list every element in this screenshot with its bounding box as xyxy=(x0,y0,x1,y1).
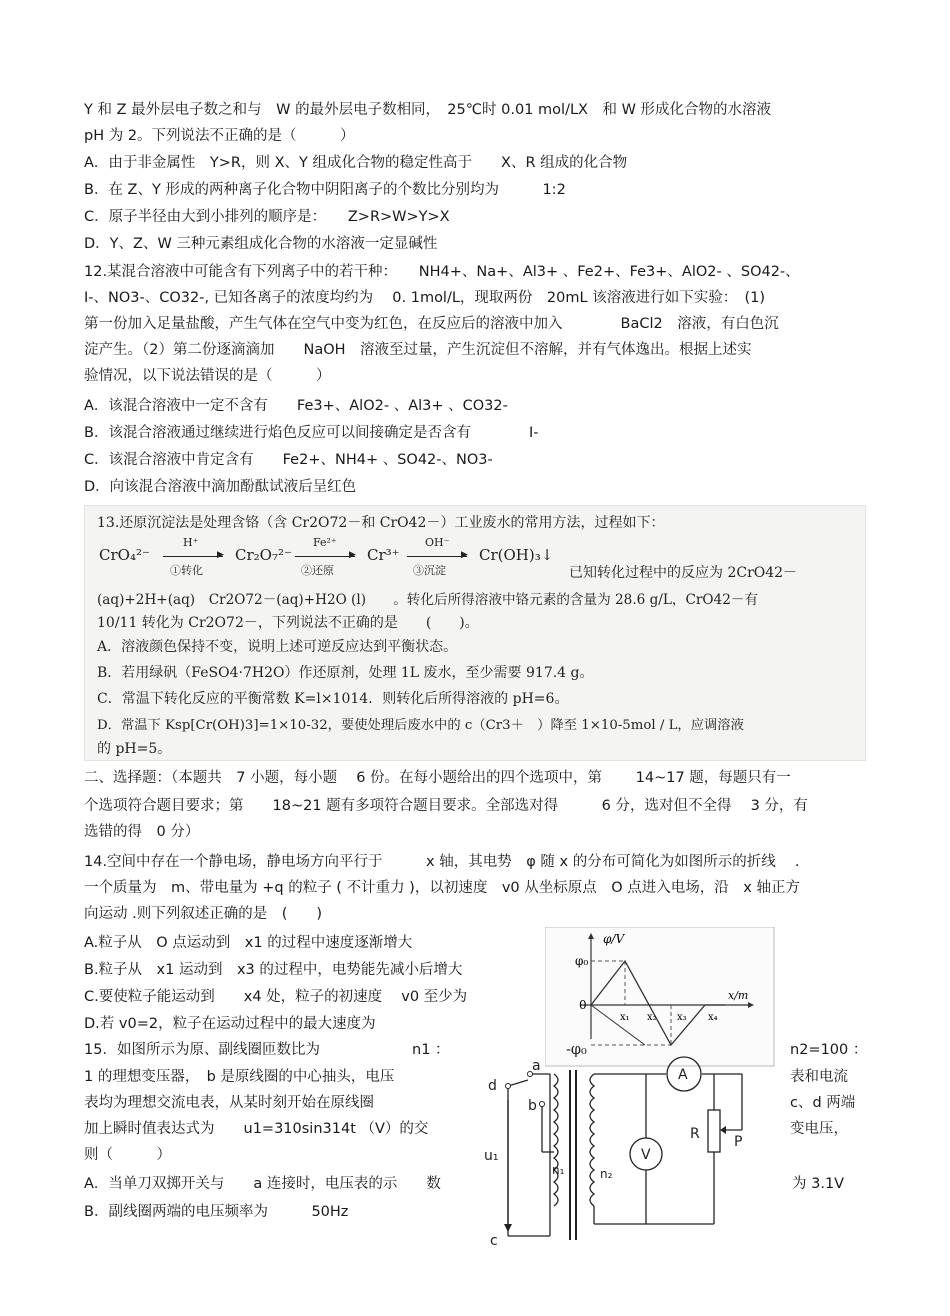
scheme-arrowhead-3: ▶ xyxy=(461,550,468,560)
q11-option-a: A．由于非金属性 Y>R，则 X、Y 组成化合物的稳定性高于 X、R 组成的化合物 xyxy=(84,155,628,171)
graph-zero: 0 xyxy=(579,998,587,1012)
scheme-step-1: ①转化 xyxy=(170,564,203,577)
graph-x3: x₃ xyxy=(677,1012,687,1023)
graph-x2: x₂ xyxy=(647,1012,657,1023)
scheme-step-2: ②还原 xyxy=(301,564,334,577)
primary-coil xyxy=(554,1074,558,1206)
slider-arrowhead xyxy=(720,1126,726,1134)
graph-phi0: φ₀ xyxy=(575,954,589,968)
scheme-species-1: CrO₄²⁻ xyxy=(99,546,150,564)
q14-stem-line-1: 14.空间中存在一个静电场，静电场方向平行于 x 轴，其电势 φ 随 x 的分布可简化为如图所示的折线 . xyxy=(84,854,800,870)
q12-stem-line-4: 淀产生。（2）第二份逐滴滴加 NaOH 溶液至过量，产生沉淀但不溶解，并有气体逸出。根据上述实 xyxy=(84,342,752,358)
section2-intro-line-3: 选错的得 0 分） xyxy=(84,824,200,840)
q15-stem-line-2: 1 的理想变压器， b 是原线圈的中心抽头，电压 xyxy=(84,1069,395,1085)
q15-stem-line-3-tail: c、d 两端 xyxy=(790,1095,856,1111)
label-d: d xyxy=(488,1078,497,1094)
scheme-species-3: Cr³⁺ xyxy=(367,546,400,564)
resistor xyxy=(708,1110,720,1152)
q13-stem-line-1: 13.还原沉淀法是处理含铬（含 Cr2O72－和 CrO42－）工业废水的常用方法，过程如下： xyxy=(97,515,665,531)
q14-option-b: B.粒子从 x1 运动到 x3 的过程中，电势能先减小后增大 xyxy=(84,962,463,978)
q15-ratio-n2: n2=100 ： xyxy=(790,1042,868,1058)
slider-label: P xyxy=(734,1134,743,1150)
graph-ylabel: φ/V xyxy=(603,932,625,946)
q12-option-d: D．向该混合溶液中滴加酚酞试液后呈红色 xyxy=(84,479,357,495)
scheme-reagent-3: OH⁻ xyxy=(425,536,450,549)
q14-option-d: D.若 v0=2，粒子在运动过程中的最大速度为 xyxy=(84,1016,376,1032)
q15-stem-line-4-tail: 变电压， xyxy=(790,1121,848,1137)
secondary-coil xyxy=(590,1074,594,1206)
scheme-species-2: Cr₂O₇²⁻ xyxy=(235,546,292,564)
scheme-arrow-1 xyxy=(163,556,223,557)
scheme-reagent-1: H⁺ xyxy=(183,536,199,549)
graph-xlabel: x/m xyxy=(728,989,749,1002)
terminal-b xyxy=(540,1102,545,1107)
q13-stem-line-4: 10/11 转化为 Cr2O72－，下列说法不正确的是 ( )。 xyxy=(97,615,479,631)
u1-arrow-head xyxy=(504,1224,512,1232)
section2-intro-line-2: 个选项符合题目要求；第 18~21 题有多项符合题目要求。全部选对得 6 分，选对但不全得 3 分，有 xyxy=(84,798,808,814)
ammeter-label: A xyxy=(678,1067,688,1083)
q13-stem-line-2-tail: 已知转化过程中的反应为 2CrO42－ xyxy=(569,565,798,581)
q14-option-c: C.要使粒子能运动到 x4 处，粒子的初速度 v0 至少为 xyxy=(84,989,468,1005)
q15-stem-line-1: 15．如图所示为原、副线圈匝数比为 xyxy=(84,1042,320,1058)
resistor-label: R xyxy=(690,1126,700,1142)
section2-intro-line-1: 二、选择题：（本题共 7 小题，每小题 6 份。在每小题给出的四个选项中，第 14~17 题，每题只有一 xyxy=(84,770,791,786)
q13-stem-line-3: (aq)+2H+(aq) Cr2O72－(aq)+H2O (l) 。转化后所得溶液中铬元素的含量为 28.6 g/L，CrO42－有 xyxy=(97,592,759,608)
scheme-arrowhead-1: ▶ xyxy=(217,550,224,560)
q15-option-b: B．副线圈两端的电压频率为 50Hz xyxy=(84,1204,349,1220)
q14-option-a: A.粒子从 O 点运动到 x1 的过程中速度逐渐增大 xyxy=(84,935,413,951)
q15-stem-line-5: 则（ ） xyxy=(84,1147,171,1163)
q15-ratio-n1: n1 ： xyxy=(412,1042,450,1058)
graph-neg-phi0: -φ₀ xyxy=(566,1042,587,1058)
label-a: a xyxy=(532,1058,541,1074)
scheme-arrow-3 xyxy=(407,556,467,557)
q15-option-a: A．当单刀双掷开关与 a 连接时，电压表的示 数 xyxy=(84,1176,441,1192)
q12-stem-line-1: 12.某混合溶液中可能含有下列离子中的若干种： NH4+、Na+、Al3+ 、Fe2+、Fe3+、AlO2- 、SO42-、 xyxy=(84,264,800,280)
q13-option-d-line-1: D．常温下 Ksp[Cr(OH)3]=1×10-32，要使处理后废水中的 c（Cr3＋ ）降至 1×10-5mol / L，应调溶液 xyxy=(97,718,744,733)
q11-stem-line-1: Y 和 Z 最外层电子数之和与 W 的最外层电子数相同， 25℃时 0.01 mol/LX 和 W 形成化合物的水溶液 xyxy=(84,102,772,118)
label-c: c xyxy=(490,1233,498,1249)
q13-option-d-line-2: 的 pH=5。 xyxy=(97,741,172,757)
q11-stem-line-2: pH 为 2。下列说法不正确的是（ ） xyxy=(84,128,355,144)
scheme-arrow-2 xyxy=(295,556,355,557)
switch-blade xyxy=(508,1080,528,1086)
graph-x4: x₄ xyxy=(708,1012,718,1023)
label-n1: n₁ xyxy=(552,1163,565,1177)
q12-option-b: B．该混合溶液通过继续进行焰色反应可以间接确定是否含有 I- xyxy=(84,425,539,441)
q13-option-a: A．溶液颜色保持不变，说明上述可逆反应达到平衡状态。 xyxy=(97,639,458,655)
q11-option-b: B．在 Z、Y 形成的两种离子化合物中阴阳离子的个数比分别均为 1:2 xyxy=(84,182,566,198)
q13-scanned-block xyxy=(84,505,866,761)
transformer-circuit xyxy=(470,1040,800,1250)
scheme-step-3: ③沉淀 xyxy=(413,564,446,577)
q12-option-c: C．该混合溶液中肯定含有 Fe2+、NH4+ 、SO42-、NO3- xyxy=(84,452,493,468)
scheme-species-4: Cr(OH)₃↓ xyxy=(479,546,554,564)
q12-stem-line-2: I-、NO3-、CO32-, 已知各离子的浓度均约为 0. 1mol/L，现取两份 20mL 该溶液进行如下实验： (1) xyxy=(84,290,765,306)
graph-x1: x₁ xyxy=(620,1012,630,1023)
voltmeter-label: V xyxy=(641,1147,651,1163)
q15-stem-line-2-tail: 表和电流 xyxy=(790,1069,848,1085)
q11-option-d: D．Y、Z、W 三种元素组成化合物的水溶液一定显碱性 xyxy=(84,236,438,252)
q15-stem-line-4: 加上瞬时值表达式为 u1=310sin314t （V）的交 xyxy=(84,1121,429,1137)
label-b: b xyxy=(528,1098,537,1114)
scheme-arrowhead-2: ▶ xyxy=(349,550,356,560)
q11-option-c: C．原子半径由大到小排列的顺序是： Z>R>W>Y>X xyxy=(84,209,450,225)
scheme-reagent-2: Fe²⁺ xyxy=(313,536,337,549)
q14-stem-line-2: 一个质量为 m、带电量为 +q 的粒子 ( 不计重力 )，以初速度 v0 从坐标原点 O 点进入电场，沿 x 轴正方 xyxy=(84,880,800,896)
q14-stem-line-3: 向运动 .则下列叙述正确的是 ( ) xyxy=(84,906,323,922)
label-u1: u₁ xyxy=(484,1148,499,1164)
q15-option-a-tail: 为 3.1V xyxy=(792,1176,845,1192)
q13-option-b: B．若用绿矾（FeSO4·7H2O）作还原剂，处理 1L 废水，至少需要 917.4 g。 xyxy=(97,665,594,681)
label-n2: n₂ xyxy=(600,1167,613,1181)
terminal-d xyxy=(506,1084,511,1089)
q12-stem-line-3: 第一份加入足量盐酸，产生气体在空气中变为红色，在反应后的溶液中加入 BaCl2 溶液，有白色沉 xyxy=(84,316,779,332)
q12-option-a: A．该混合溶液中一定不含有 Fe3+、AlO2- 、Al3+ 、CO32- xyxy=(84,398,508,414)
q13-option-c: C．常温下转化反应的平衡常数 K=l×1014．则转化后所得溶液的 pH=6。 xyxy=(97,691,569,707)
q12-stem-line-5: 验情况，以下说法错误的是（ ） xyxy=(84,368,331,384)
q15-stem-line-3: 表均为理想交流电表，从某时刻开始在原线圈 xyxy=(84,1095,374,1111)
